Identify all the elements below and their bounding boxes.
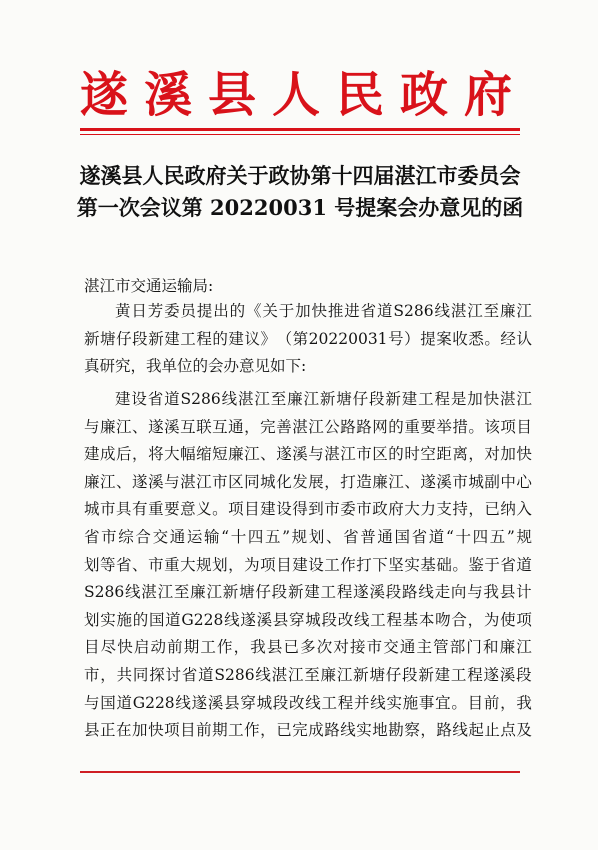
paragraph-2-line: 与 廉 江 、 遂 溪 互 联 互 通 ， 完 善 湛 江 公 路 路 网 的 重 要 举 措 。 该 项 目	[84, 417, 532, 436]
document-title	[60, 160, 540, 224]
header-red-rule-thin	[80, 134, 520, 135]
paragraph-2-line: 目 尽 快 启 动 前 期 工 作 ， 我 县 已 多 次 对 接 市 交 通 主 管 部 门 和 廉 江	[84, 638, 532, 657]
paragraph-1-line: 黄 日 芳 委 员 提 出 的 《 关 于 加 快 推 进 省 道 S286 线 湛 江 至 廉 江	[115, 302, 532, 320]
paragraph-2-line: 划 等 省 、 市 重 大 规 划 ， 为 项 目 建 设 工 作 打 下 坚 实 基 础 。 鉴 于 省 道	[84, 555, 532, 574]
paragraph-1-line: 新 塘 仔 段 新 建 工 程 的 建 议 》 （ 第 20220031 号 ） 提 案 收 悉 。 经 认	[84, 329, 532, 348]
paragraph-2-line: 与 国 道 G228 线 遂 溪 县 穿 城 段 改 线 工 程 并 线 实 施 事 宜 。 目 前 ， 我	[84, 693, 532, 712]
paragraph-2-line: 建 设 省 道 S286 线 湛 江 至 廉 江 新 塘 仔 段 新 建 工 程 是 加 快 湛 江	[115, 390, 532, 408]
paragraph-2-line: 城 市 具 有 重 要 意 义 。 项 目 建 设 得 到 市 委 市 政 府 大 力 支 持 ， 已 纳 入	[84, 500, 532, 519]
paragraph-2-line: S286 线 湛 江 至 廉 江 新 塘 仔 段 新 建 工 程 遂 溪 段 路 线 走 向 与 我 县 计	[84, 583, 532, 602]
recipient-line: 湛江市交通运输局:	[84, 277, 214, 295]
issuing-authority-header: 遂溪县人民政府	[79, 67, 528, 123]
paragraph-2	[84, 386, 532, 745]
header-red-rule-thick	[80, 128, 520, 131]
paragraph-2-line: 廉 江 、 遂 溪 与 湛 江 市 区 同 城 化 发 展 ， 打 造 廉 江 、 遂 溪 市 城 副 中 心	[84, 472, 532, 491]
paragraph-1	[84, 298, 532, 381]
title-line-2: 第一次会议第 20220031 号提案会办意见的函	[76, 195, 524, 220]
title-line-1: 遂溪县人民政府关于政协第十四届湛江市委员会	[79, 163, 521, 188]
paragraph-2-line: 市 ， 共 同 探 讨 省 道 S286 线 湛 江 至 廉 江 新 塘 仔 段 新 建 工 程 遂 溪 段	[84, 665, 532, 684]
paragraph-2-line: 县 正 在 加 快 项 目 前 期 工 作 ， 已 完 成 路 线 实 地 勘 察 ， 路 线 起 止 点 及	[84, 721, 532, 740]
paragraph-2-line: 划 实 施 的 国 道 G228 线 遂 溪 县 穿 城 段 改 线 工 程 基 本 吻 合 ， 为 使 项	[84, 610, 532, 629]
footer-red-rule	[80, 771, 520, 773]
paragraph-2-line: 省 市 综 合 交 通 运 输 “ 十 四 五 ” 规 划 、 省 普 通 国 省 道 “ 十 四 五 ” 规	[84, 527, 532, 546]
paragraph-1-line: 真研究，我单位的会办意见如下:	[84, 357, 307, 376]
paragraph-2-line: 建 成 后 ， 将 大 幅 缩 短 廉 江 、 遂 溪 与 湛 江 市 区 的 时 空 距 离 ， 对 加 快	[84, 445, 532, 464]
